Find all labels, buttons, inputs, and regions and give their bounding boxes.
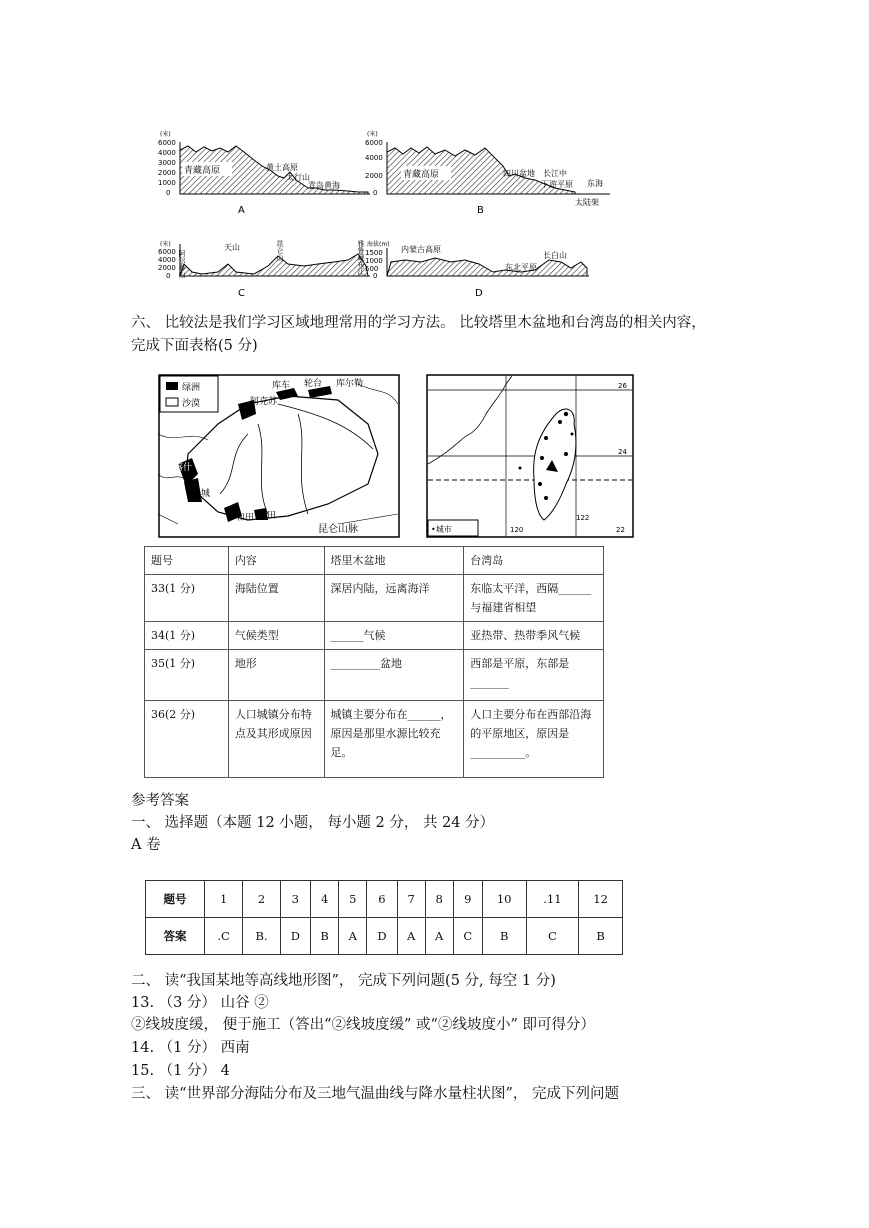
answers-volume: A 卷 bbox=[131, 837, 161, 853]
table-cell: 亚热带、热带季风气候 bbox=[464, 622, 604, 650]
table-header: 塔里木盆地 bbox=[324, 547, 464, 575]
table-header: 题号 bbox=[145, 547, 229, 575]
profile-c-tick: 6000 bbox=[158, 248, 176, 256]
table-cell: 33(1 分) bbox=[145, 575, 229, 622]
question-number: .11 bbox=[526, 881, 579, 918]
answer-key-table bbox=[145, 880, 623, 955]
profile-d-tick: 500 bbox=[365, 265, 379, 273]
section6-line2: 完成下面表格(5 分) bbox=[131, 338, 258, 354]
profile-a-tick: 3000 bbox=[158, 159, 176, 167]
profile-a-tick: 0 bbox=[166, 189, 171, 197]
profile-d-label: 内蒙古高原 bbox=[401, 245, 441, 254]
answer-q15: 15. （1 分） 4 bbox=[131, 1063, 230, 1079]
taiwan-map bbox=[426, 374, 634, 538]
question-number: 3 bbox=[280, 881, 310, 918]
table-cell: 36(2 分) bbox=[145, 701, 229, 778]
profile-b-label: 四川盆地 bbox=[503, 169, 535, 178]
question-number: 5 bbox=[339, 881, 367, 918]
profile-a-label: 黄土高原 bbox=[266, 163, 298, 172]
profile-d-unit: 海拔(m) bbox=[367, 241, 390, 248]
profile-chart-b bbox=[365, 128, 615, 218]
table-cell: 海陆位置 bbox=[228, 575, 324, 622]
answer-key: D bbox=[280, 918, 310, 955]
profile-b-unit: (米) bbox=[367, 131, 378, 138]
lon-label: 120 bbox=[510, 526, 524, 534]
lat-label: 22 bbox=[616, 526, 625, 534]
table-cell: 西部是平原，东部是_______ bbox=[464, 650, 604, 701]
place-label: 和田 bbox=[236, 513, 255, 523]
profile-b-tick: 2000 bbox=[365, 172, 383, 180]
profile-chart-d bbox=[365, 238, 595, 300]
profile-b-label: 下游平原 bbox=[541, 180, 573, 189]
profile-c-label: 雅鲁藏布江 bbox=[357, 240, 365, 275]
table-row bbox=[145, 575, 604, 622]
legend-desert: 沙漠 bbox=[182, 399, 201, 409]
row-label: 题号 bbox=[146, 881, 205, 918]
table-cell: 深居内陆，远离海洋 bbox=[324, 575, 464, 622]
place-label: 阿克苏 bbox=[250, 397, 278, 407]
profile-d-label: 东北平原 bbox=[505, 263, 537, 272]
question-number: 6 bbox=[367, 881, 397, 918]
comparison-table bbox=[144, 546, 604, 778]
profile-a-label: 青藏高原 bbox=[184, 166, 221, 176]
profile-a-unit: (米) bbox=[160, 131, 171, 138]
profile-b-tick: 4000 bbox=[365, 154, 383, 162]
lon-label: 122 bbox=[576, 514, 590, 522]
place-label: 于田 bbox=[258, 511, 277, 521]
profile-a-tick: 4000 bbox=[158, 149, 176, 157]
tarim-basin-map bbox=[158, 374, 400, 538]
profile-d-caption: D bbox=[475, 288, 483, 299]
range-label: 昆仑山脉 bbox=[318, 524, 358, 535]
table-header: 内容 bbox=[228, 547, 324, 575]
table-row bbox=[145, 701, 604, 778]
lat-label: 24 bbox=[618, 448, 627, 456]
table-header: 台湾岛 bbox=[464, 547, 604, 575]
profile-d-label: 长白山 bbox=[543, 251, 567, 260]
table-cell: 34(1 分) bbox=[145, 622, 229, 650]
profile-b-label: 长江中 bbox=[543, 169, 567, 178]
question-number: 12 bbox=[579, 881, 623, 918]
question-number: 7 bbox=[397, 881, 425, 918]
section6-line1: 六、 比较法是我们学习区域地理常用的学习方法。 比较塔里木盆地和台湾岛的相关内容， bbox=[131, 315, 706, 331]
place-label: 喀什 bbox=[174, 463, 193, 473]
profile-a-label: 青岛黄海 bbox=[308, 181, 340, 190]
answer-q13: 13. （3 分） 山谷 ② bbox=[131, 995, 269, 1011]
table-cell: 人口城镇分布特点及其形成原因 bbox=[228, 701, 324, 778]
place-label: 叶城 bbox=[192, 489, 211, 499]
profile-b-caption: B bbox=[477, 205, 484, 216]
table-row bbox=[146, 881, 623, 918]
profile-b-label: 太陆架 bbox=[575, 198, 599, 207]
table-row bbox=[145, 547, 604, 575]
lat-label: 26 bbox=[618, 382, 627, 390]
answers-part3: 三、 读“世界部分海陆分布及三地气温曲线与降水量柱状图”， 完成下列问题 bbox=[131, 1086, 620, 1102]
answers-part1: 一、 选择题（本题 12 小题， 每小题 2 分， 共 24 分） bbox=[131, 815, 495, 831]
answer-key: D bbox=[367, 918, 397, 955]
profile-c-tick: 4000 bbox=[158, 256, 176, 264]
answer-key: B bbox=[482, 918, 526, 955]
place-label: 库车 bbox=[272, 381, 291, 391]
taiwan-legend: •城市 bbox=[431, 525, 452, 534]
profile-a-tick: 1000 bbox=[158, 179, 176, 187]
row-label: 答案 bbox=[146, 918, 205, 955]
profile-b-label: 东海 bbox=[587, 179, 603, 188]
table-cell: _________盆地 bbox=[324, 650, 464, 701]
profile-c-label: 天山 bbox=[224, 243, 240, 252]
profile-chart-c bbox=[158, 238, 373, 300]
answer-key: A bbox=[425, 918, 453, 955]
profile-chart-a bbox=[158, 128, 373, 218]
question-number: 1 bbox=[205, 881, 243, 918]
profile-c-unit: (米) bbox=[160, 241, 171, 248]
table-cell: 地形 bbox=[228, 650, 324, 701]
profile-d-tick: 1000 bbox=[365, 257, 383, 265]
question-number: 2 bbox=[243, 881, 280, 918]
answer-key: .C bbox=[205, 918, 243, 955]
place-label: 库尔勒 bbox=[336, 379, 364, 389]
answer-key: A bbox=[339, 918, 367, 955]
profile-d-tick: 0 bbox=[373, 272, 378, 280]
question-number: 4 bbox=[310, 881, 338, 918]
table-cell: 东临太平洋，西隔______与福建省相望 bbox=[464, 575, 604, 622]
profile-c-label: 阿尔泰山 bbox=[178, 250, 186, 278]
answers-part2: 二、 读“我国某地等高线地形图”， 完成下列问题(5 分, 每空 1 分) bbox=[131, 973, 556, 989]
answer-q13-detail: ②线坡度缓， 便于施工（答出“②线坡度缓” 或“②线坡度小” 即可得分） bbox=[131, 1017, 595, 1033]
table-cell: 城镇主要分布在______，原因是那里水源比较充足。 bbox=[324, 701, 464, 778]
answer-key: C bbox=[526, 918, 579, 955]
question-number: 8 bbox=[425, 881, 453, 918]
legend-oasis: 绿洲 bbox=[182, 383, 201, 393]
answer-key: B. bbox=[243, 918, 280, 955]
answer-key: B bbox=[310, 918, 338, 955]
question-number: 10 bbox=[482, 881, 526, 918]
profile-a-caption: A bbox=[238, 205, 245, 216]
answer-key: A bbox=[397, 918, 425, 955]
profile-c-label: 昆仑山 bbox=[276, 240, 284, 261]
profile-c-caption: C bbox=[238, 288, 245, 299]
profile-c-tick: 2000 bbox=[158, 264, 176, 272]
profile-a-tick: 2000 bbox=[158, 169, 176, 177]
table-row bbox=[146, 918, 623, 955]
answer-key: B bbox=[579, 918, 623, 955]
table-cell: 35(1 分) bbox=[145, 650, 229, 701]
profile-a-label: 太行山 bbox=[286, 173, 310, 182]
profile-b-tick: 0 bbox=[373, 189, 378, 197]
profile-b-tick: 6000 bbox=[365, 139, 383, 147]
answers-heading: 参考答案 bbox=[131, 793, 189, 809]
place-label: 轮台 bbox=[304, 379, 323, 389]
profile-b-label: 青藏高原 bbox=[403, 170, 440, 180]
question-number: 9 bbox=[453, 881, 482, 918]
answer-key: C bbox=[453, 918, 482, 955]
table-row bbox=[145, 650, 604, 701]
profile-a-tick: 6000 bbox=[158, 139, 176, 147]
profile-d-tick: 1500 bbox=[365, 249, 383, 257]
table-cell: 人口主要分布在西部沿海的平原地区，原因是__________。 bbox=[464, 701, 604, 778]
profile-c-tick: 0 bbox=[166, 272, 171, 280]
table-row bbox=[145, 622, 604, 650]
table-cell: ______气候 bbox=[324, 622, 464, 650]
table-cell: 气候类型 bbox=[228, 622, 324, 650]
answer-q14: 14. （1 分） 西南 bbox=[131, 1040, 250, 1056]
